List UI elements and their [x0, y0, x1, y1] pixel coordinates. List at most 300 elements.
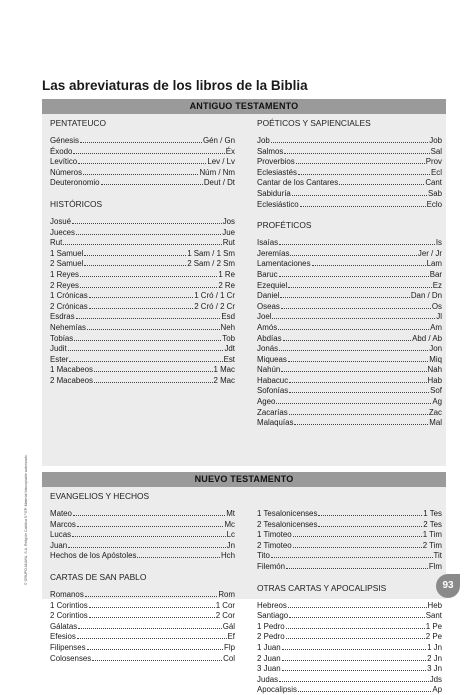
dot-leader: [289, 610, 425, 618]
dot-leader: [84, 248, 186, 256]
book-abbreviation: Jdt: [224, 344, 235, 354]
book-row: [257, 407, 442, 418]
new-testament-left-column: [50, 490, 235, 663]
book-name: 2 Macabeos: [50, 375, 93, 385]
dot-leader: [293, 529, 422, 537]
book-name: Salmos: [257, 146, 284, 156]
dot-leader: [289, 407, 428, 415]
book-name: Hebreos: [257, 600, 287, 610]
old-testament-right-column: [257, 117, 442, 428]
book-abbreviation: Jds: [429, 674, 442, 684]
book-name: 1 Timoteo: [257, 530, 292, 540]
book-row: [257, 540, 442, 551]
book-name: Tito: [257, 551, 270, 561]
book-name: Ageo: [257, 397, 276, 407]
book-abbreviation: Ez: [432, 280, 442, 290]
book-row: [50, 540, 235, 551]
dot-leader: [77, 519, 224, 527]
book-name: Judas: [257, 674, 279, 684]
dot-leader: [89, 301, 194, 309]
book-abbreviation: 3 Jn: [427, 664, 442, 674]
book-name: Santiago: [257, 611, 289, 621]
book-abbreviation: Sant: [425, 611, 442, 621]
book-row: [257, 167, 442, 178]
dot-leader: [288, 280, 432, 288]
dot-leader: [279, 674, 429, 682]
book-row: [257, 375, 442, 386]
book-name: Jeremías: [257, 248, 290, 258]
book-abbreviation: 1 Pe: [425, 621, 442, 631]
book-name: Judit: [50, 344, 67, 354]
book-row: [50, 631, 235, 642]
new-testament-right-column: [257, 490, 442, 695]
book-row: [50, 216, 235, 227]
book-abbreviation: Sof: [430, 386, 442, 396]
book-name: Marcos: [50, 519, 76, 529]
book-name: Génesis: [50, 136, 79, 145]
book-abbreviation: Est: [223, 354, 235, 364]
dot-leader: [68, 343, 224, 351]
book-row: [50, 227, 235, 238]
book-name: Cantar de los Cantares: [257, 178, 339, 188]
book-name: 1 Reyes: [50, 269, 79, 279]
book-row: [50, 156, 235, 167]
book-abbreviation: Jn: [226, 540, 235, 550]
book-abbreviation: Is: [435, 238, 442, 248]
dot-leader: [312, 258, 426, 266]
book-name: 1 Pedro: [257, 621, 285, 631]
book-abbreviation: 1 Sam / 1 Sm: [187, 248, 235, 258]
group-spacer: [257, 572, 442, 582]
dot-leader: [72, 529, 226, 537]
book-abbreviation: Jue: [222, 227, 235, 237]
book-row: [257, 674, 442, 685]
dot-leader: [339, 177, 424, 185]
book-name: Proverbios: [257, 157, 295, 167]
book-row: [257, 642, 442, 653]
dot-leader: [276, 396, 431, 404]
book-name: Josué: [50, 216, 72, 226]
dot-leader: [271, 135, 429, 143]
book-row: [257, 385, 442, 396]
panel-new-testament: [42, 487, 446, 695]
book-name: Amós: [257, 322, 278, 332]
book-abbreviation: 2 Mac: [213, 375, 235, 385]
book-abbreviation: Ap: [432, 685, 442, 695]
dot-leader: [279, 237, 435, 245]
dot-leader: [296, 156, 425, 164]
book-row: [50, 550, 235, 561]
book-row: [257, 684, 442, 695]
book-row: [50, 290, 235, 301]
book-abbreviation: Mc: [224, 519, 235, 529]
book-row: [257, 621, 442, 632]
book-abbreviation: 2 Jn: [427, 653, 442, 663]
group-spacer: [257, 209, 442, 219]
book-name: Habacuc: [257, 375, 289, 385]
book-abbreviation: Sal: [430, 146, 442, 156]
book-row: [257, 610, 442, 621]
book-abbreviation: Ef: [227, 632, 235, 642]
book-row: [50, 364, 235, 375]
book-row: [257, 561, 442, 572]
section-bar-old-testament: ANTIGUO TESTAMENTO: [42, 99, 446, 114]
book-name: 1 Macabeos: [50, 365, 93, 375]
book-name: 1 Juan: [257, 642, 281, 652]
book-abbreviation: 1 Cor: [215, 600, 235, 610]
dot-leader: [85, 589, 218, 597]
book-name: Malaquías: [257, 418, 294, 428]
book-row: [257, 177, 442, 188]
book-abbreviation: 2 Cor: [215, 611, 235, 621]
book-row: [257, 529, 442, 540]
book-name: Filipenses: [50, 642, 86, 652]
book-abbreviation: Abd / Ab: [412, 333, 442, 343]
book-name: Éxodo: [50, 146, 73, 156]
dot-leader: [73, 146, 224, 154]
book-name: Gálatas: [50, 621, 78, 631]
book-row: [257, 333, 442, 344]
book-name: Colosenses: [50, 653, 92, 663]
book-abbreviation: Hab: [427, 375, 442, 385]
book-abbreviation: Gál: [222, 621, 235, 631]
dot-leader: [289, 385, 429, 393]
book-row: [257, 156, 442, 167]
book-row: [257, 280, 442, 291]
dot-leader: [68, 540, 226, 548]
book-abbreviation: Deut / Dt: [203, 178, 235, 188]
book-name: Sabiduría: [257, 188, 291, 198]
dot-leader: [283, 333, 412, 341]
dot-leader: [77, 631, 227, 639]
book-row: [257, 248, 442, 259]
group-heading: HISTÓRICOS: [50, 198, 103, 209]
dot-leader: [80, 280, 217, 288]
book-abbreviation: Zac: [428, 407, 442, 417]
dot-leader: [84, 258, 186, 266]
dot-leader: [284, 146, 429, 154]
dot-leader: [281, 301, 431, 309]
book-row: [257, 311, 442, 322]
book-abbreviation: 2 Re: [218, 280, 235, 290]
book-row: [50, 653, 235, 664]
book-row: [257, 354, 442, 365]
book-abbreviation: 2 Sam / 2 Sm: [187, 259, 235, 269]
book-name: Jueces: [50, 227, 76, 237]
book-row: [257, 364, 442, 375]
book-row: [50, 333, 235, 344]
dot-leader: [286, 631, 425, 639]
book-name: Nehemías: [50, 322, 86, 332]
dot-leader: [298, 167, 430, 175]
dot-leader: [87, 642, 224, 650]
book-name: 2 Juan: [257, 653, 281, 663]
book-abbreviation: Nah: [427, 365, 442, 375]
book-abbreviation: Mt: [226, 509, 235, 518]
book-abbreviation: Flp: [224, 642, 235, 652]
book-name: Sofonías: [257, 386, 289, 396]
dot-leader: [279, 269, 429, 277]
dot-leader: [73, 508, 225, 516]
group-heading: POÉTICOS Y SAPIENCIALES: [257, 118, 371, 128]
book-row: [257, 322, 442, 333]
book-row: [50, 146, 235, 157]
dot-leader: [286, 561, 428, 569]
dot-leader: [89, 290, 194, 298]
book-abbreviation: Sab: [427, 188, 442, 198]
dot-leader: [74, 333, 221, 341]
book-row: [50, 248, 235, 259]
book-row: [50, 529, 235, 540]
section-bar-new-testament: NUEVO TESTAMENTO: [42, 472, 446, 487]
book-row: [50, 258, 235, 269]
book-row: [257, 508, 442, 519]
group-spacer: [50, 561, 235, 571]
book-row: [50, 621, 235, 632]
book-abbreviation: Miq: [429, 354, 442, 364]
book-name: Rut: [50, 238, 63, 248]
book-name: Baruc: [257, 269, 278, 279]
book-abbreviation: 1 Mac: [213, 365, 235, 375]
book-row: [257, 269, 442, 280]
dot-leader: [298, 684, 431, 692]
book-abbreviation: Cant: [425, 178, 442, 188]
book-name: Mateo: [50, 509, 72, 518]
book-row: [257, 550, 442, 561]
book-abbreviation: Mal: [429, 418, 442, 428]
dot-leader: [282, 642, 426, 650]
book-name: Daniel: [257, 291, 280, 301]
dot-leader: [69, 354, 222, 362]
book-name: 2 Corintios: [50, 611, 88, 621]
book-row: [50, 237, 235, 248]
book-abbreviation: Núm / Nm: [199, 167, 235, 177]
book-name: Eclesiastés: [257, 167, 297, 177]
book-name: Lucas: [50, 530, 72, 540]
dot-leader: [80, 269, 217, 277]
book-abbreviation: Dan / Dn: [410, 291, 442, 301]
book-name: Hechos de los Apóstoles: [50, 551, 137, 561]
book-row: [50, 343, 235, 354]
dot-leader: [281, 364, 426, 372]
book-name: Números: [50, 167, 83, 177]
dot-leader: [94, 375, 213, 383]
book-name: Oseas: [257, 301, 280, 311]
book-abbreviation: Gén / Gn: [202, 136, 235, 145]
book-name: Apocalipsis: [257, 685, 297, 695]
book-name: 2 Tesalonicenses: [257, 519, 318, 529]
book-row: [50, 322, 235, 333]
book-abbreviation: Prov: [425, 157, 442, 167]
book-row: [50, 519, 235, 530]
book-name: Jonás: [257, 344, 279, 354]
dot-leader: [280, 290, 409, 298]
book-row: [50, 589, 235, 600]
book-abbreviation: Am: [430, 322, 442, 332]
book-name: Joel: [257, 312, 272, 322]
book-row: [257, 663, 442, 674]
book-row: [257, 135, 442, 146]
book-row: [257, 631, 442, 642]
dot-leader: [318, 508, 422, 516]
dot-leader: [278, 322, 429, 330]
book-row: [257, 396, 442, 407]
dot-leader: [94, 364, 213, 372]
dot-leader: [63, 237, 221, 245]
book-abbreviation: 1 Cró / 1 Cr: [194, 291, 235, 301]
dot-leader: [83, 167, 198, 175]
book-abbreviation: Rut: [222, 238, 235, 248]
dot-leader: [288, 354, 428, 362]
dot-leader: [300, 199, 426, 207]
book-name: Romanos: [50, 589, 84, 599]
book-row: [50, 301, 235, 312]
book-name: Esdras: [50, 312, 75, 322]
book-abbreviation: 2 Pe: [425, 632, 442, 642]
book-name: Efesios: [50, 632, 76, 642]
book-name: Ezequiel: [257, 280, 288, 290]
book-row: [50, 354, 235, 365]
book-abbreviation: Jl: [436, 312, 442, 322]
dot-leader: [282, 653, 426, 661]
dot-leader: [80, 135, 202, 143]
book-row: [50, 600, 235, 611]
book-abbreviation: Rom: [218, 589, 235, 599]
group-heading: OTRAS CARTAS Y APOCALIPSIS: [257, 582, 387, 593]
dot-leader: [76, 311, 221, 319]
book-row: [50, 375, 235, 386]
dot-leader: [78, 156, 206, 164]
book-abbreviation: Esd: [221, 312, 235, 322]
book-name: 3 Juan: [257, 664, 281, 674]
group-heading: PENTATEUCO: [50, 118, 106, 128]
book-abbreviation: Lam: [426, 259, 442, 269]
book-abbreviation: 1 Jn: [427, 642, 442, 652]
book-row: [257, 653, 442, 664]
book-abbreviation: Heb: [427, 600, 442, 610]
dot-leader: [293, 540, 422, 548]
book-name: 2 Pedro: [257, 632, 285, 642]
group-heading: [257, 490, 442, 502]
book-row: [257, 290, 442, 301]
dot-leader: [89, 600, 215, 608]
book-name: Zacarías: [257, 407, 288, 417]
book-name: Job: [257, 136, 270, 145]
book-name: Lamentaciones: [257, 259, 311, 269]
book-row: [50, 642, 235, 653]
panel-old-testament: [42, 114, 446, 466]
book-abbreviation: Tit: [433, 551, 442, 561]
book-abbreviation: 1 Re: [218, 269, 235, 279]
dot-leader: [101, 177, 203, 185]
book-abbreviation: Col: [223, 653, 235, 663]
book-name: Ester: [50, 354, 69, 364]
book-row: [50, 269, 235, 280]
book-name: 2 Crónicas: [50, 301, 88, 311]
dot-leader: [89, 610, 215, 618]
book-row: [50, 610, 235, 621]
book-row: [257, 519, 442, 530]
group-spacer: [50, 188, 235, 198]
book-name: Deuteronomio: [50, 178, 100, 188]
group-heading: CARTAS DE SAN PABLO: [50, 571, 147, 582]
book-row: [257, 258, 442, 269]
book-row: [50, 177, 235, 188]
dot-leader: [76, 227, 221, 235]
book-row: [257, 146, 442, 157]
book-name: Tobías: [50, 333, 74, 343]
book-abbreviation: 2 Cró / 2 Cr: [194, 301, 235, 311]
dot-leader: [92, 653, 222, 661]
book-abbreviation: Lc: [226, 530, 235, 540]
book-row: [50, 280, 235, 291]
dot-leader: [272, 311, 435, 319]
book-row: [257, 343, 442, 354]
book-row: [50, 167, 235, 178]
book-name: 2 Reyes: [50, 280, 79, 290]
book-row: [257, 600, 442, 611]
book-abbreviation: Ag: [432, 397, 442, 407]
book-abbreviation: Tob: [222, 333, 235, 343]
book-abbreviation: 1 Tim: [422, 530, 442, 540]
book-row: [50, 311, 235, 322]
book-name: Filemón: [257, 561, 286, 571]
book-name: Levítico: [50, 157, 78, 167]
book-row: [257, 188, 442, 199]
book-abbreviation: Ecl: [431, 167, 442, 177]
group-heading: PROFÉTICOS: [257, 220, 312, 231]
book-row: [257, 199, 442, 210]
book-abbreviation: 2 Tim: [422, 540, 442, 550]
book-name: 1 Corintios: [50, 600, 88, 610]
dot-leader: [292, 188, 427, 196]
book-abbreviation: Eclo: [426, 199, 442, 209]
book-abbreviation: Neh: [220, 322, 235, 332]
book-abbreviation: 2 Tes: [423, 519, 442, 529]
book-name: 2 Samuel: [50, 259, 84, 269]
copyright-side-note: © GRUPO ANAYA, S.A. Religión Católica 5.º EP. Material fotocopiable autorizado.: [24, 454, 28, 585]
dot-leader: [294, 417, 428, 425]
book-row: [257, 301, 442, 312]
book-row: [257, 417, 442, 428]
dot-leader: [289, 375, 426, 383]
book-row: [257, 237, 442, 248]
book-row: [50, 508, 235, 519]
dot-leader: [271, 550, 433, 558]
book-name: Isaías: [257, 238, 279, 248]
book-name: Nahún: [257, 365, 281, 375]
dot-leader: [288, 600, 427, 608]
dot-leader: [290, 248, 416, 256]
book-row: [50, 135, 235, 146]
page-number-badge: 93: [436, 574, 460, 598]
dot-leader: [279, 343, 428, 351]
book-abbreviation: Job: [429, 136, 442, 145]
book-abbreviation: Flm: [428, 561, 442, 571]
book-abbreviation: Hch: [220, 551, 235, 561]
book-name: 1 Samuel: [50, 248, 84, 258]
dot-leader: [137, 550, 220, 558]
dot-leader: [87, 322, 220, 330]
book-abbreviation: Jos: [222, 216, 235, 226]
book-name: 1 Tesalonicenses: [257, 509, 318, 518]
book-name: Abdías: [257, 333, 282, 343]
book-abbreviation: Os: [431, 301, 442, 311]
book-abbreviation: Éx: [225, 146, 235, 156]
dot-leader: [282, 663, 426, 671]
book-abbreviation: Lev / Lv: [207, 157, 235, 167]
book-name: 2 Timoteo: [257, 540, 292, 550]
